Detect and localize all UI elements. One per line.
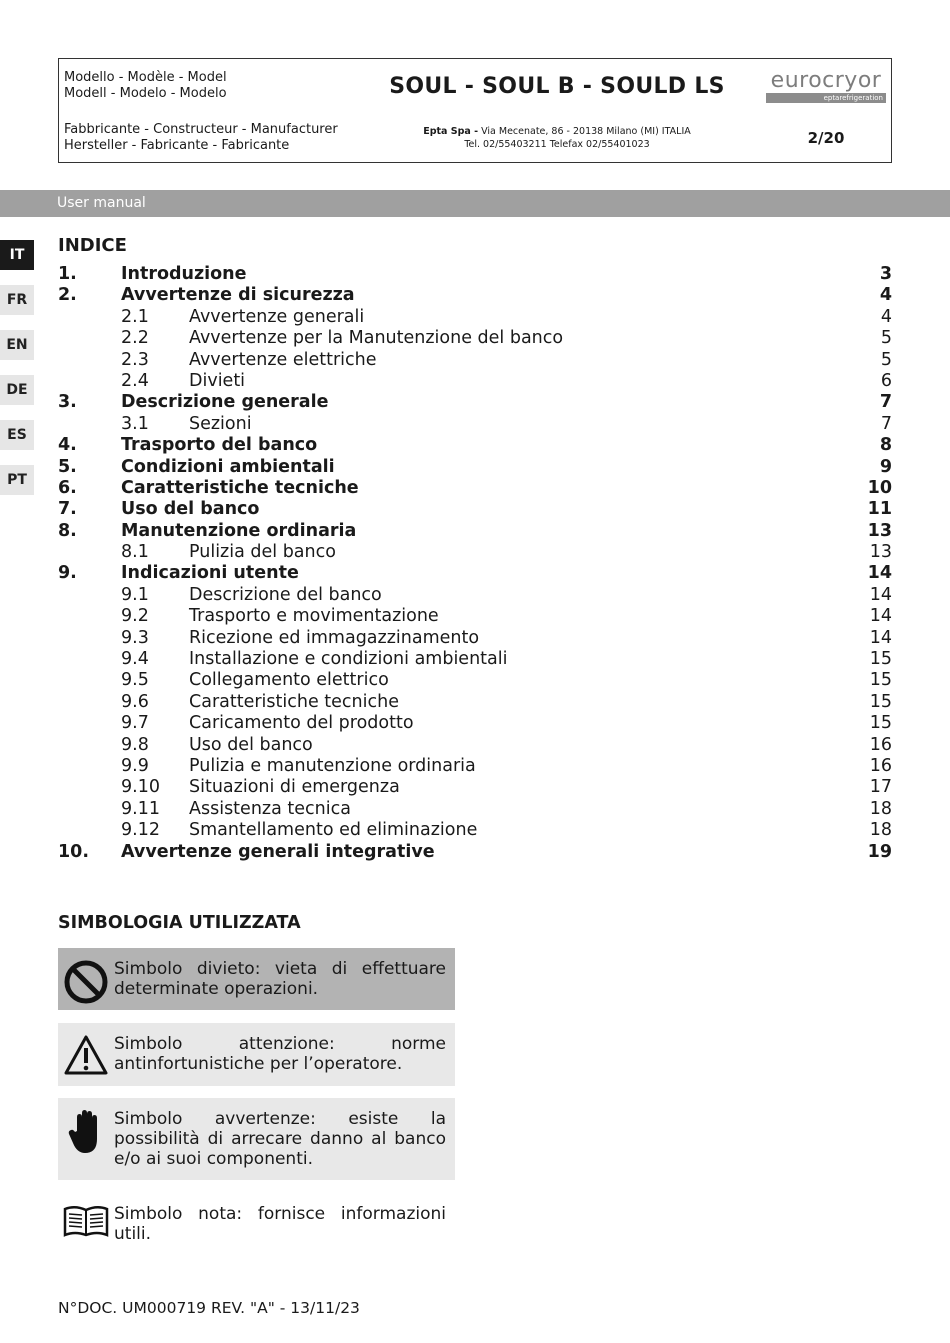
toc-num: 9.6 xyxy=(121,691,149,712)
warning-triangle-icon xyxy=(58,1034,114,1076)
toc-page: 4 xyxy=(879,285,892,306)
toc-page: 8 xyxy=(879,435,892,456)
toc-num: 6. xyxy=(58,477,77,498)
symbol-text: Simbolo divieto: vieta di effettuare determinate operazioni. xyxy=(114,959,446,999)
table-of-contents xyxy=(58,264,892,863)
tab-lang-es[interactable]: ES xyxy=(0,420,34,450)
toc-row[interactable] xyxy=(58,713,892,734)
toc-num: 9.12 xyxy=(121,820,160,841)
prohibition-icon xyxy=(58,959,114,1005)
toc-row[interactable] xyxy=(58,563,892,584)
toc-page: 18 xyxy=(869,798,892,819)
toc-num: 9.5 xyxy=(121,670,149,691)
toc-page: 13 xyxy=(867,520,892,541)
toc-page: 19 xyxy=(867,841,892,862)
toc-row[interactable] xyxy=(58,777,892,798)
toc-row[interactable] xyxy=(58,692,892,713)
address-company: Epta Spa - xyxy=(423,125,479,137)
open-book-icon xyxy=(58,1204,114,1238)
symbol-text: Simbolo attenzione: norme antinfortunistiche per l’operatore. xyxy=(114,1034,446,1074)
toc-row[interactable] xyxy=(58,799,892,820)
section-band: User manual xyxy=(0,190,950,217)
toc-num: 5. xyxy=(58,456,77,477)
symbol-caution xyxy=(58,1098,455,1180)
toc-title: Ricezione ed immagazzinamento xyxy=(189,627,480,648)
address-street: Via Mecenate, 86 - 20138 Milano (MI) ITALIA xyxy=(478,125,691,137)
toc-title: Condizioni ambientali xyxy=(121,456,335,477)
tab-lang-en[interactable]: EN xyxy=(0,330,34,360)
toc-title: Indicazioni utente xyxy=(121,563,299,584)
page-number: 2/20 xyxy=(807,128,845,147)
toc-num: 2. xyxy=(58,285,77,306)
toc-row[interactable] xyxy=(58,585,892,606)
toc-row[interactable] xyxy=(58,350,892,371)
toc-title: Pulizia del banco xyxy=(189,542,336,563)
toc-title: Installazione e condizioni ambientali xyxy=(189,649,508,670)
toc-row[interactable] xyxy=(58,392,892,413)
toc-page: 7 xyxy=(880,413,892,434)
toc-row[interactable] xyxy=(58,670,892,691)
toc-num: 1. xyxy=(58,264,77,284)
toc-num: 9.9 xyxy=(121,755,149,776)
symbol-warning xyxy=(58,1023,455,1086)
toc-row[interactable] xyxy=(58,820,892,841)
toc-num: 8.1 xyxy=(121,542,149,563)
toc-row[interactable] xyxy=(58,842,892,863)
toc-title: Avvertenze di sicurezza xyxy=(121,285,355,306)
toc-title: Sezioni xyxy=(189,413,252,434)
toc-title: Situazioni di emergenza xyxy=(189,777,400,798)
toc-page: 9 xyxy=(879,456,892,477)
toc-row[interactable] xyxy=(58,285,892,306)
toc-title: Collegamento elettrico xyxy=(189,670,389,691)
toc-page: 14 xyxy=(869,584,892,605)
toc-title: Trasporto del banco xyxy=(121,435,318,456)
toc-title: Introduzione xyxy=(121,264,247,284)
toc-title: Caratteristiche tecniche xyxy=(121,477,359,498)
toc-num: 4. xyxy=(58,435,77,456)
model-label-cell xyxy=(59,59,353,113)
toc-row[interactable] xyxy=(58,264,892,285)
toc-num: 10. xyxy=(58,841,90,862)
address-line-2: Tel. 02/55403211 Telefax 02/55401023 xyxy=(464,138,650,150)
toc-row[interactable] xyxy=(58,649,892,670)
toc-title: Avvertenze elettriche xyxy=(189,349,377,370)
toc-title: Descrizione del banco xyxy=(189,584,382,605)
symbol-prohibition xyxy=(58,948,455,1010)
language-tabs xyxy=(0,240,34,510)
toc-row[interactable] xyxy=(58,414,892,435)
toc-page: 5 xyxy=(880,349,892,370)
tab-lang-de[interactable]: DE xyxy=(0,375,34,405)
manufacturer-label-line-1: Fabbricante - Constructeur - Manufacturer xyxy=(64,122,338,137)
toc-page: 3 xyxy=(879,264,892,284)
stop-hand-icon xyxy=(58,1109,114,1155)
toc-page: 13 xyxy=(869,542,892,563)
model-label-line-2: Modell - Modelo - Modelo xyxy=(64,86,227,101)
toc-title: Caricamento del prodotto xyxy=(189,713,414,734)
toc-row[interactable] xyxy=(58,435,892,456)
tab-lang-pt[interactable]: PT xyxy=(0,465,34,495)
address-line-1 xyxy=(423,125,691,138)
toc-row[interactable] xyxy=(58,628,892,649)
logo-wordmark: eurocryor xyxy=(770,67,882,93)
toc-title: Avvertenze per la Manutenzione del banco xyxy=(189,328,564,349)
toc-page: 16 xyxy=(869,734,892,755)
toc-row[interactable] xyxy=(58,542,892,563)
toc-row[interactable] xyxy=(58,521,892,542)
toc-row[interactable] xyxy=(58,756,892,777)
toc-row[interactable] xyxy=(58,499,892,520)
toc-page: 10 xyxy=(867,477,892,498)
toc-page: 11 xyxy=(867,499,892,520)
toc-row[interactable] xyxy=(58,328,892,349)
toc-page: 5 xyxy=(880,328,892,349)
product-title: SOUL - SOUL B - SOULD LS xyxy=(389,73,725,99)
toc-num: 9.11 xyxy=(121,798,160,819)
toc-num: 9. xyxy=(58,563,77,584)
model-label-line-1: Modello - Modèle - Model xyxy=(64,70,227,85)
toc-num: 9.7 xyxy=(121,713,149,734)
toc-page: 14 xyxy=(869,627,892,648)
toc-title: Uso del banco xyxy=(189,734,313,755)
toc-num: 9.1 xyxy=(121,584,149,605)
toc-row[interactable] xyxy=(58,371,892,392)
toc-title: Smantellamento ed eliminazione xyxy=(189,820,478,841)
manufacturer-label-line-2: Hersteller - Fabricante - Fabricante xyxy=(64,138,290,153)
toc-num: 9.4 xyxy=(121,649,149,670)
toc-title: Trasporto e movimentazione xyxy=(189,606,439,627)
manufacturer-label-cell xyxy=(59,113,353,162)
toc-page: 14 xyxy=(867,563,892,584)
toc-num: 2.2 xyxy=(121,328,149,349)
toc-page: 7 xyxy=(879,392,892,413)
toc-page: 15 xyxy=(869,691,892,712)
logo-subtitle: eptarefrigeration xyxy=(766,93,886,103)
toc-page: 16 xyxy=(869,755,892,776)
toc-title: Avvertenze generali xyxy=(189,306,365,327)
manufacturer-address xyxy=(353,113,761,162)
toc-num: 8. xyxy=(58,520,77,541)
toc-num: 2.1 xyxy=(121,306,149,327)
toc-row[interactable] xyxy=(58,307,892,328)
toc-page: 4 xyxy=(880,306,892,327)
toc-title: Descrizione generale xyxy=(121,392,329,413)
brand-logo xyxy=(761,59,891,113)
toc-num: 7. xyxy=(58,499,77,520)
toc-title: Pulizia e manutenzione ordinaria xyxy=(189,755,476,776)
toc-title: Manutenzione ordinaria xyxy=(121,520,357,541)
symbol-note xyxy=(58,1195,455,1251)
document-footer: N°DOC. UM000719 REV. "A" - 13/11/23 xyxy=(58,1299,360,1317)
toc-page: 15 xyxy=(869,649,892,670)
tab-lang-fr[interactable]: FR xyxy=(0,285,34,315)
toc-title: Divieti xyxy=(189,370,246,391)
symbol-text: Simbolo nota: fornisce informazioni utili. xyxy=(114,1204,446,1244)
toc-num: 9.8 xyxy=(121,734,149,755)
toc-row[interactable] xyxy=(58,478,892,499)
toc-row[interactable] xyxy=(58,606,892,627)
toc-num: 2.4 xyxy=(121,370,149,391)
tab-lang-it[interactable]: IT xyxy=(0,240,34,270)
toc-num: 9.2 xyxy=(121,606,149,627)
toc-row[interactable] xyxy=(58,457,892,478)
symbols-title: SIMBOLOGIA UTILIZZATA xyxy=(58,913,301,933)
toc-num: 2.3 xyxy=(121,349,149,370)
document-header xyxy=(58,58,892,163)
toc-page: 18 xyxy=(869,820,892,841)
toc-title: Assistenza tecnica xyxy=(189,798,351,819)
toc-page: 15 xyxy=(869,670,892,691)
toc-page: 14 xyxy=(869,606,892,627)
toc-num: 9.10 xyxy=(121,777,160,798)
toc-num: 9.3 xyxy=(121,627,149,648)
symbol-text: Simbolo avvertenze: esiste la possibilità di arrecare danno al banco e/o ai suoi componenti. xyxy=(114,1109,446,1169)
toc-row[interactable] xyxy=(58,735,892,756)
toc-page: 15 xyxy=(869,713,892,734)
toc-page: 6 xyxy=(880,370,892,391)
toc-num: 3.1 xyxy=(121,413,149,434)
toc-title: Avvertenze generali integrative xyxy=(121,841,435,862)
toc-page: 17 xyxy=(869,777,892,798)
toc-title: Caratteristiche tecniche xyxy=(189,691,399,712)
toc-num: 3. xyxy=(58,392,77,413)
index-title: INDICE xyxy=(58,235,127,256)
toc-title: Uso del banco xyxy=(121,499,260,520)
